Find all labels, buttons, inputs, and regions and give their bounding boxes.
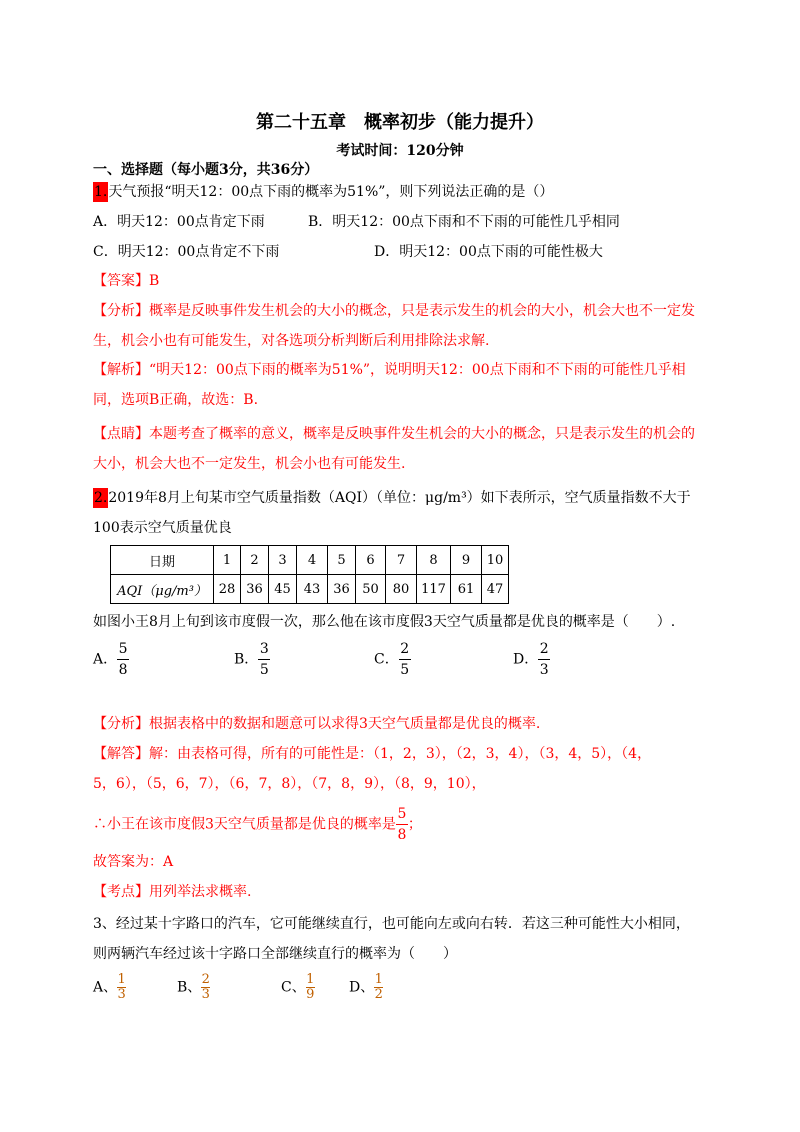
q3-stem-line2: 则两辆汽车经过该十字路口全部继续直行的概率为（ ）: [93, 946, 457, 962]
page-title: 第二十五章 概率初步（能力提升）: [256, 112, 544, 133]
aqi-table-row-values: [111, 575, 509, 604]
q1-answer: 【答案】B: [93, 273, 160, 289]
fraction-denominator: 3: [201, 987, 210, 1002]
q2-option-a: [93, 641, 129, 678]
q3-option-d: [349, 974, 383, 1001]
fraction-numerator: 3: [259, 641, 269, 657]
q1-option-c: C．明天12：00点肯定不下雨: [93, 244, 280, 260]
fraction: [306, 974, 315, 1001]
fraction: [117, 974, 126, 1001]
q3-option-b: [177, 974, 210, 1001]
fraction-bar: [117, 659, 129, 660]
q1-option-d: D．明天12：00点下雨的可能性极大: [374, 244, 603, 260]
fraction-numerator: 1: [306, 972, 315, 987]
fraction: [374, 974, 383, 1001]
aqi-value-cell: 50: [356, 575, 386, 604]
q2-option-a-label: A．: [93, 651, 118, 668]
q2-final-answer: 故答案为：A: [93, 854, 174, 870]
q1-solution-line2: 同，选项B正确，故选：B.: [93, 392, 259, 408]
q3-option-a-label: A、: [93, 979, 118, 996]
fraction: [396, 806, 408, 843]
aqi-value-cell: 47: [482, 575, 509, 604]
fraction-numerator: 5: [397, 806, 407, 822]
fraction-denominator: 8: [397, 827, 407, 843]
fraction: [258, 641, 270, 678]
fraction-denominator: 3: [117, 987, 126, 1002]
aqi-day-cell: 9: [451, 546, 482, 575]
q1-analysis-line2: 生，机会小也有可能发生，对各选项分析判断后利用排除法求解.: [93, 333, 490, 349]
q1-option-a: A．明天12：00点肯定下雨: [93, 214, 265, 230]
aqi-day-cell: 6: [356, 546, 386, 575]
fraction-numerator: 2: [539, 641, 549, 657]
fraction-denominator: 5: [259, 662, 269, 678]
fraction-bar: [396, 824, 408, 825]
aqi-day-cell: 2: [241, 546, 269, 575]
q2-solution-line1: 【解答】解：由表格可得，所有的可能性是：（1，2，3），（2，3，4），（3，4，5），（4，: [93, 746, 652, 762]
q2-option-c-label: C．: [374, 651, 399, 668]
aqi-table-row-dates: [111, 546, 509, 575]
aqi-day-cell: 5: [328, 546, 356, 575]
q2-stem-line1: [93, 488, 691, 508]
fraction-numerator: 5: [118, 641, 128, 657]
q1-option-b: B．明天12：00点下雨和不下雨的可能性几乎相同: [308, 214, 620, 230]
q2-option-b-label: B．: [234, 651, 259, 668]
q2-question: 如图小王8月上旬到该市度假一次，那么他在该市度假3天空气质量都是优良的概率是（ ）.: [93, 614, 676, 630]
aqi-value-cell: 61: [451, 575, 482, 604]
q1-stem-text: 天气预报“明天12：00点下雨的概率为51%”，则下列说法正确的是（）: [108, 184, 554, 200]
aqi-value-cell: 80: [386, 575, 417, 604]
aqi-day-cell: 3: [269, 546, 297, 575]
fraction-numerator: 2: [201, 972, 210, 987]
aqi-day-cell: 1: [214, 546, 241, 575]
q2-analysis: 【分析】根据表格中的数据和题意可以求得3天空气质量都是优良的概率.: [93, 716, 541, 732]
fraction-bar: [538, 659, 550, 660]
aqi-day-cell: 8: [417, 546, 451, 575]
q2-stem-text: 2019年8月上旬某市空气质量指数（AQI）（单位：μg/m³）如下表所示，空气质量指数不大于: [108, 490, 691, 506]
fraction-denominator: 3: [539, 662, 549, 678]
q2-stem-line2: 100表示空气质量优良: [93, 520, 232, 536]
aqi-value-cell: 28: [214, 575, 241, 604]
fraction-numerator: 1: [117, 972, 126, 987]
q3-stem-line1: 3、经过某十字路口的汽车，它可能继续直行，也可能向左或向右转．若这三种可能性大小相同，: [93, 916, 690, 932]
q2-solution-line2: 5，6），（5，6，7），（6，7，8），（7，8，9），（8，9，10），: [93, 776, 486, 792]
section-heading: 一、选择题（每小题3分，共36分）: [93, 162, 319, 178]
fraction: [117, 641, 129, 678]
q3-option-b-label: B、: [177, 979, 202, 996]
aqi-table: [110, 545, 509, 604]
aqi-value-cell: 36: [241, 575, 269, 604]
q2-option-d-label: D．: [513, 651, 539, 668]
fraction-bar: [258, 659, 270, 660]
aqi-value-cell: 36: [328, 575, 356, 604]
fraction: [399, 641, 411, 678]
q3-option-d-label: D、: [349, 979, 375, 996]
fraction-numerator: 1: [374, 972, 383, 987]
fraction-denominator: 2: [374, 987, 383, 1002]
fraction-denominator: 5: [400, 662, 410, 678]
q1-stem: [93, 182, 553, 202]
q3-option-c: [281, 974, 315, 1001]
aqi-value-cell: 117: [417, 575, 451, 604]
q2-number-highlight: 2.: [94, 490, 108, 506]
q2-conclusion-suffix: ；: [407, 816, 422, 833]
q1-comment-line2: 大小，机会大也不一定发生，机会小也有可能发生.: [93, 456, 406, 472]
q3-option-a: [93, 974, 126, 1001]
q1-number-highlight: 1.: [94, 184, 108, 200]
fraction: [201, 974, 210, 1001]
q1-solution-line1: 【解析】“明天12：00点下雨的概率为51%”，说明明天12：00点下雨和不下雨的可能性几乎相: [93, 362, 686, 378]
q2-point: 【考点】用列举法求概率.: [93, 884, 252, 900]
aqi-table-header-date: 日期: [111, 546, 214, 575]
q2-option-b: [234, 641, 270, 678]
fraction: [538, 641, 550, 678]
aqi-day-cell: 4: [297, 546, 328, 575]
q2-option-d: [513, 641, 550, 678]
exam-time: 考试时间：120分钟: [336, 143, 464, 159]
q2-conclusion: [93, 806, 422, 843]
q2-option-c: [374, 641, 411, 678]
aqi-day-cell: 10: [482, 546, 509, 575]
q2-conclusion-text: ∴小王在该市度假3天空气质量都是优良的概率是: [93, 816, 396, 833]
aqi-day-cell: 7: [386, 546, 417, 575]
fraction-denominator: 8: [118, 662, 128, 678]
fraction-numerator: 2: [400, 641, 410, 657]
aqi-value-cell: 45: [269, 575, 297, 604]
q1-comment-line1: 【点睛】本题考查了概率的意义，概率是反映事件发生机会的大小的概念，只是表示发生的机会的: [93, 426, 695, 442]
q3-option-c-label: C、: [281, 979, 306, 996]
aqi-table-header-aqi: AQI（μg/m³）: [111, 575, 214, 604]
fraction-bar: [399, 659, 411, 660]
q1-analysis-line1: 【分析】概率是反映事件发生机会的大小的概念，只是表示发生的机会的大小，机会大也不一定发: [93, 303, 695, 319]
aqi-value-cell: 43: [297, 575, 328, 604]
fraction-denominator: 9: [306, 987, 315, 1002]
